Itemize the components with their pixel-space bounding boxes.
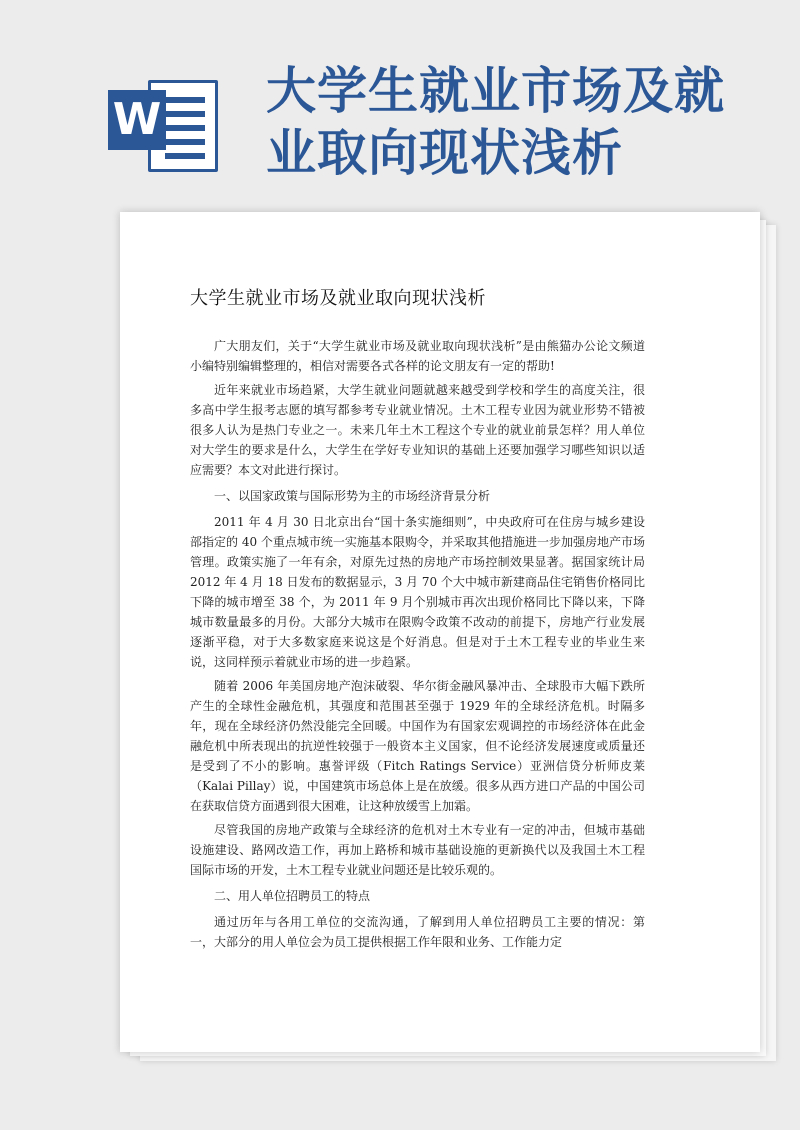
text-line <box>165 153 205 159</box>
page-title: 大学生就业市场及就业取向现状浅析 <box>266 62 725 182</box>
section-heading: 二、用人单位招聘员工的特点 <box>214 889 371 903</box>
document-page <box>120 212 760 1052</box>
paragraph: 通过历年与各用工单位的交流沟通，了解到用人单位招聘员工主要的情况：第一，大部分的用人单位会为员工提供根据工作年限和业务、工作能力定 <box>190 915 645 949</box>
document-body <box>190 284 645 956</box>
word-letter-badge: W <box>108 90 166 150</box>
text-line <box>165 139 205 145</box>
text-line <box>165 125 205 131</box>
text-line <box>165 111 205 117</box>
word-document-icon <box>108 72 214 172</box>
document-title: 大学生就业市场及就业取向现状浅析 <box>190 288 486 309</box>
intro-paragraph: 广大朋友们，关于“大学生就业市场及就业取向现状浅析”是由熊猫办公论文频道小编特别编辑整理的，相信对需要各式各样的论文朋友有一定的帮助! <box>190 339 645 373</box>
header <box>0 0 800 200</box>
paragraph: 2011 年 4 月 30 日北京出台“国十条实施细则”，中央政府可在住房与城乡建设部指定的 40 个重点城市统一实施基本限购令，并采取其他措施进一步加强房地产市场管理。政策实施了一年有余，对原先过热的房地产市场控制效果显著。据国家统计局 2012 年 4 月 18 日发布的数据显示，3 月 70 个大中城市新建商品住宅销售价格同比下降的城市增至 38 个，为 2011 年 9 月个别城市再次出现价格同比下降以来，下降城市数量最多的月份。大部分大城市在限购令政策不改动的前提下，房地产行业发展逐渐平稳，对于大多数家庭来说这是个好消息。但是对于土木工程专业的毕业生来说，这同样预示着就业市场的进一步趋紧。 <box>190 515 645 669</box>
paragraph: 随着 2006 年美国房地产泡沫破裂、华尔街金融风暴冲击、全球股市大幅下跌所产生的全球性金融危机，其强度和范围甚至强于 1929 年的全球经济危机。时隔多年，现在全球经济仍然没能完全回暖。中国作为有国家宏观调控的市场经济体在此金融危机中所表现出的抗逆性较强于一般资本主义国家，但不论经济发展速度或质量还是受到了不小的影响。惠誉评级（Fitch Ratings Service）亚洲信贷分析师皮莱（Kalai Pillay）说，中国建筑市场总体上是在放缓。很多从西方进口产品的中国公司在获取信贷方面遇到很大困难，让这种放缓雪上加霜。 <box>190 679 645 813</box>
paragraph: 尽管我国的房地产政策与全球经济的危机对土木专业有一定的冲击，但城市基础设施建设、路网改造工作，再加上路桥和城市基础设施的更新换代以及我国土木工程国际市场的开发，土木工程专业就业问题还是比较乐观的。 <box>190 823 645 877</box>
text-line <box>165 97 205 103</box>
section-heading: 一、以国家政策与国际形势为主的市场经济背景分析 <box>214 489 491 503</box>
paragraph: 近年来就业市场趋紧，大学生就业问题就越来越受到学校和学生的高度关注，很多高中学生报考志愿的填写都参考专业就业情况。土木工程专业因为就业形势不错被很多人认为是热门专业之一。未来几年土木工程这个专业的就业前景怎样？用人单位对大学生的要求是什么，大学生在学好专业知识的基础上还要加强学习哪些知识以适应需要？本文对此进行探讨。 <box>190 383 645 477</box>
